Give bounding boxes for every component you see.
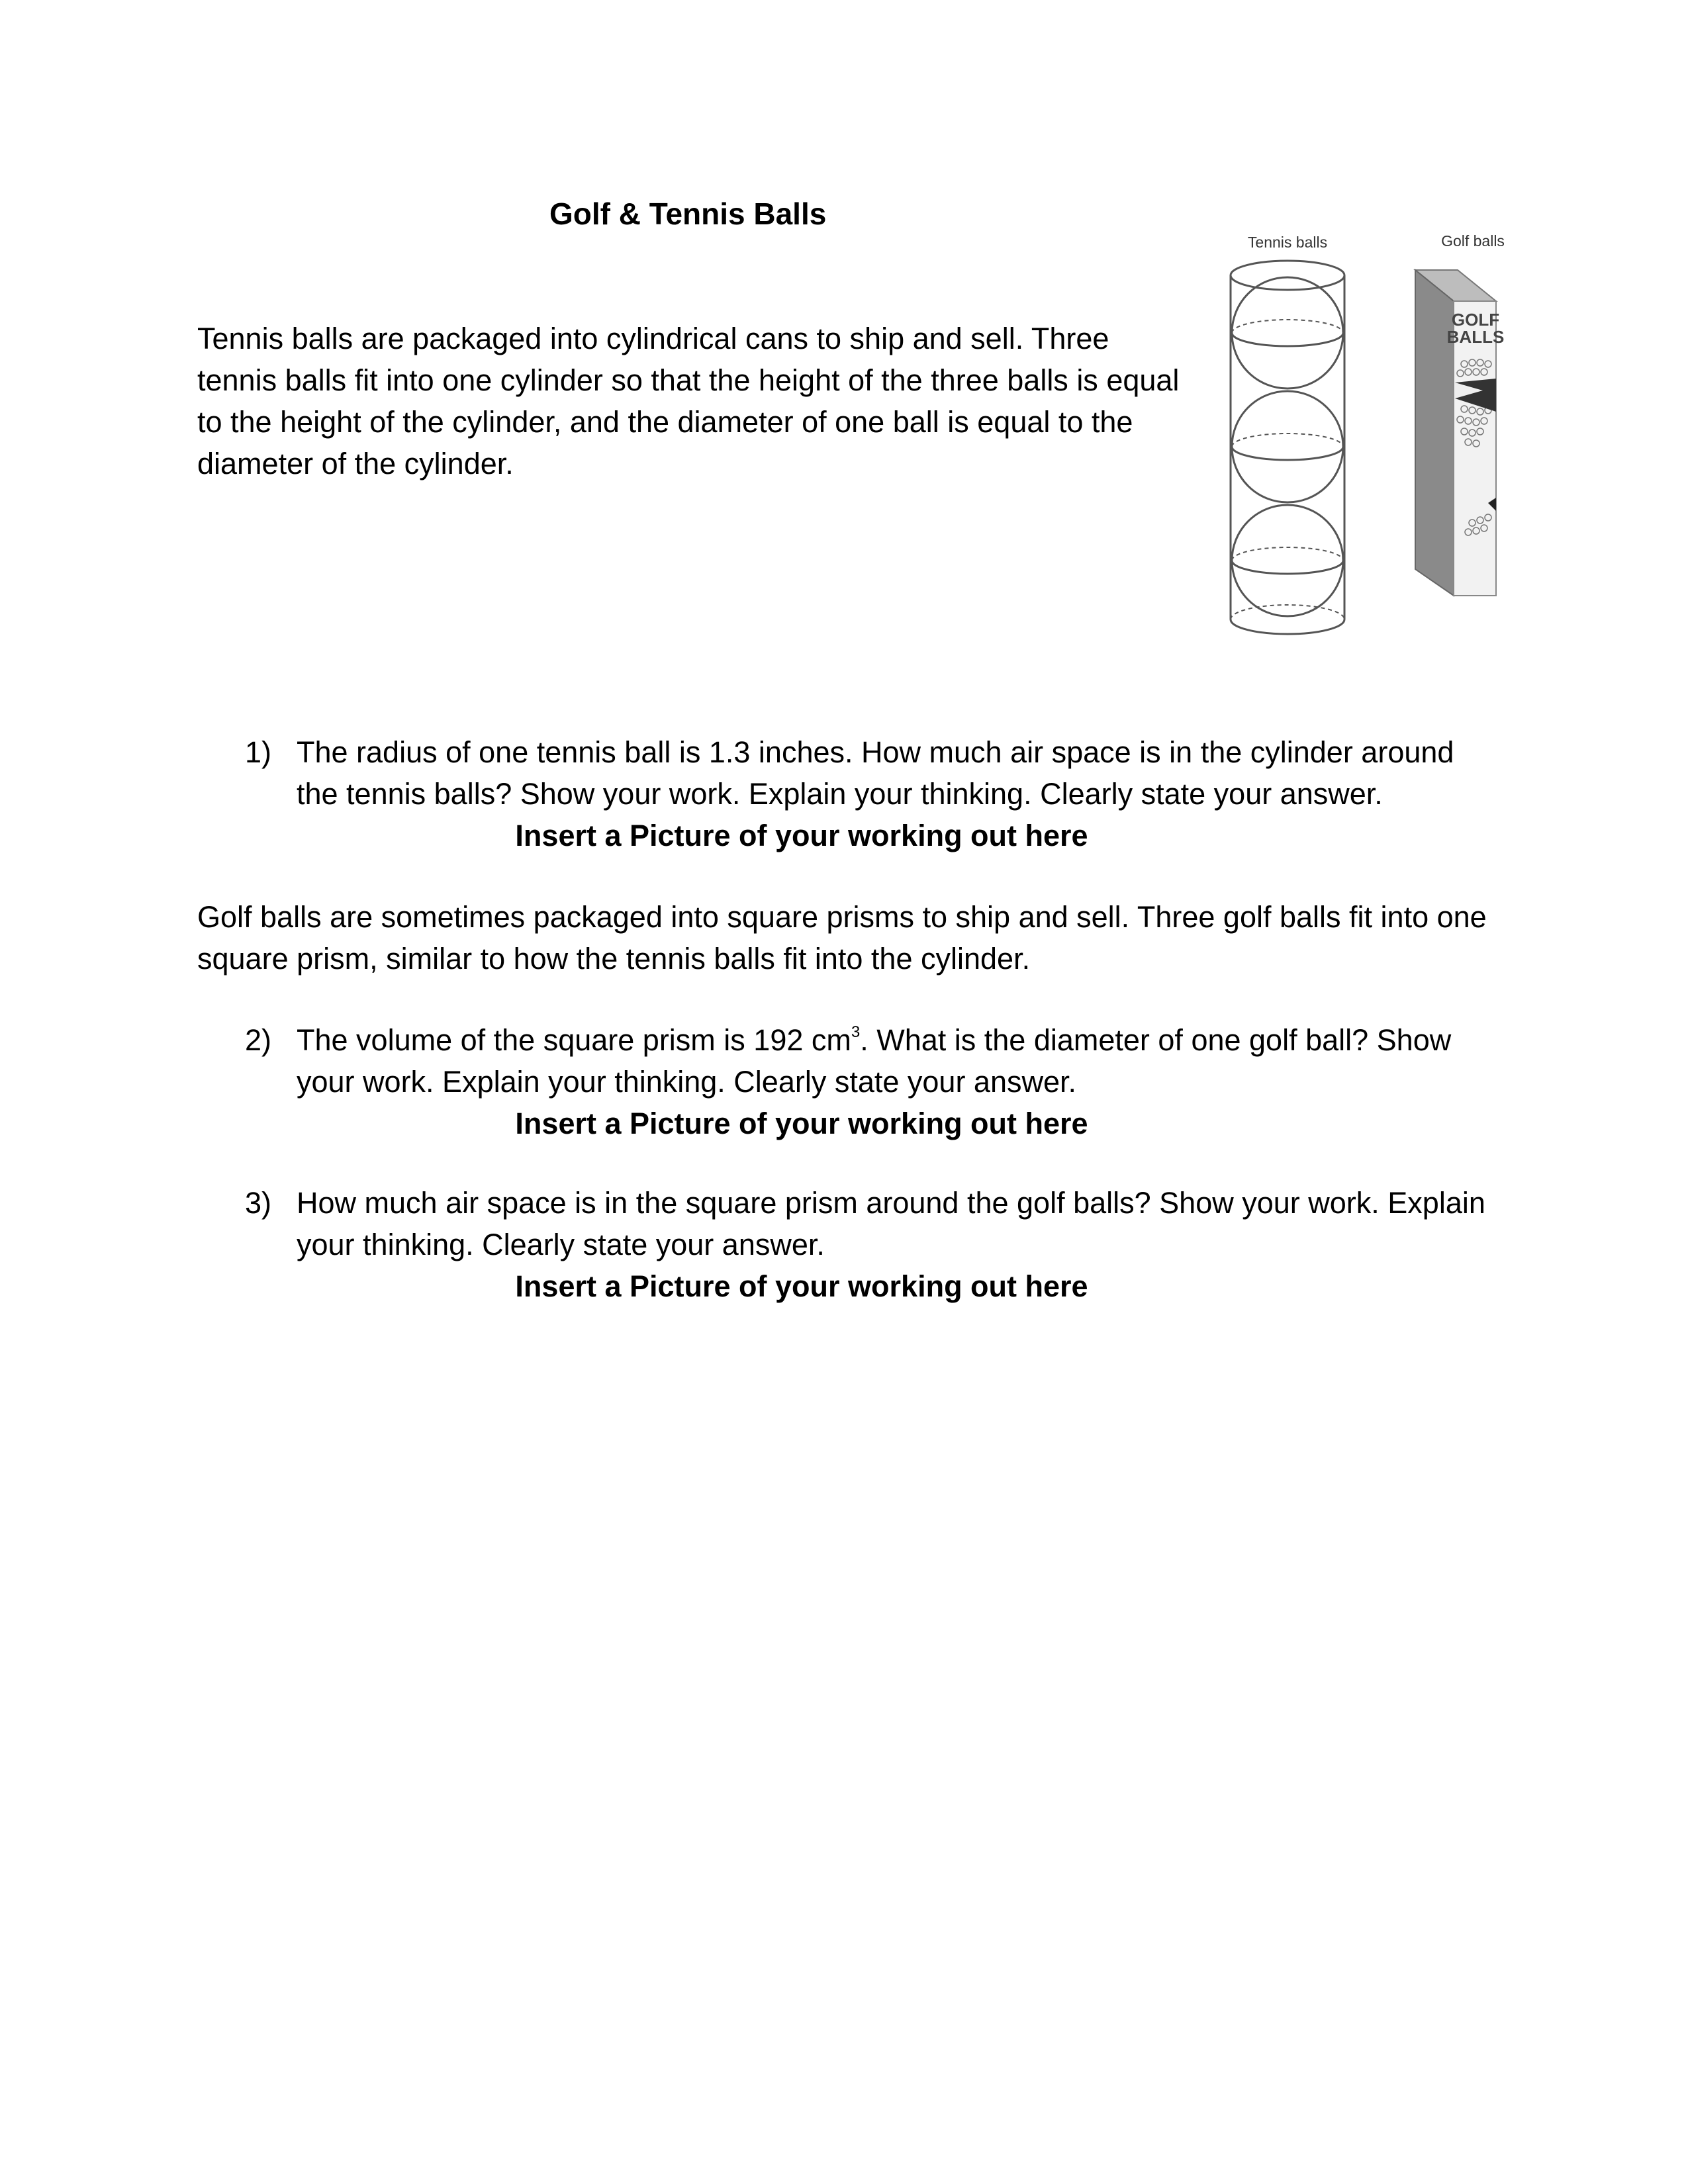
golf-intro-paragraph: Golf balls are sometimes packaged into square prisms to ship and sell. Three golf balls fit into one square prism, similar to how the tennis balls fit into the cylinder. xyxy=(197,900,1487,976)
golf-box-text-line1: GOLF xyxy=(1451,310,1500,330)
question-2-text xyxy=(297,1019,1489,1103)
question-3-insert-picture-prompt: Insert a Picture of your working out here xyxy=(515,1269,1088,1303)
question-2-number: 2) xyxy=(245,1023,272,1057)
question-1-text: The radius of one tennis ball is 1.3 inches. How much air space is in the cylinder around the tennis balls? Show your work. Explain your thinking. Clearly state your answer. xyxy=(297,735,1454,811)
golf-box-text-line2: BALLS xyxy=(1446,327,1505,347)
question-2-superscript: 3 xyxy=(851,1023,861,1041)
question-2-insert-picture-prompt: Insert a Picture of your working out here xyxy=(515,1107,1088,1140)
question-2-text-before: The volume of the square prism is 192 cm xyxy=(297,1023,851,1057)
tennis-intro-paragraph: Tennis balls are packaged into cylindrical cans to ship and sell. Three tennis balls fit into one cylinder so that the height of the three balls is equal to the height of the cylinder, and the diameter of one ball is equal to the diameter of the cylinder. xyxy=(197,322,1180,480)
question-2 xyxy=(245,1019,1489,1144)
question-1-insert-picture-prompt: Insert a Picture of your working out here xyxy=(515,819,1088,852)
question-3-text: How much air space is in the square prism around the golf balls? Show your work. Explain your thinking. Clearly state your answer. xyxy=(297,1186,1485,1261)
question-1 xyxy=(245,731,1489,856)
golf-box-drawing xyxy=(1415,270,1504,596)
question-1-number: 1) xyxy=(245,735,272,769)
tennis-balls-label: Tennis balls xyxy=(1247,234,1328,251)
question-3-number: 3) xyxy=(245,1186,272,1220)
golf-balls-label: Golf balls xyxy=(1441,232,1505,250)
packaging-figure xyxy=(1205,225,1562,649)
question-3 xyxy=(245,1182,1489,1307)
question-2-text-after: . What is the diameter of one golf ball? Show your work. Explain your thinking. Clearly state your answer. xyxy=(297,1023,1452,1099)
tennis-cylinder-drawing xyxy=(1231,261,1344,634)
page-title: Golf & Tennis Balls xyxy=(549,197,827,231)
